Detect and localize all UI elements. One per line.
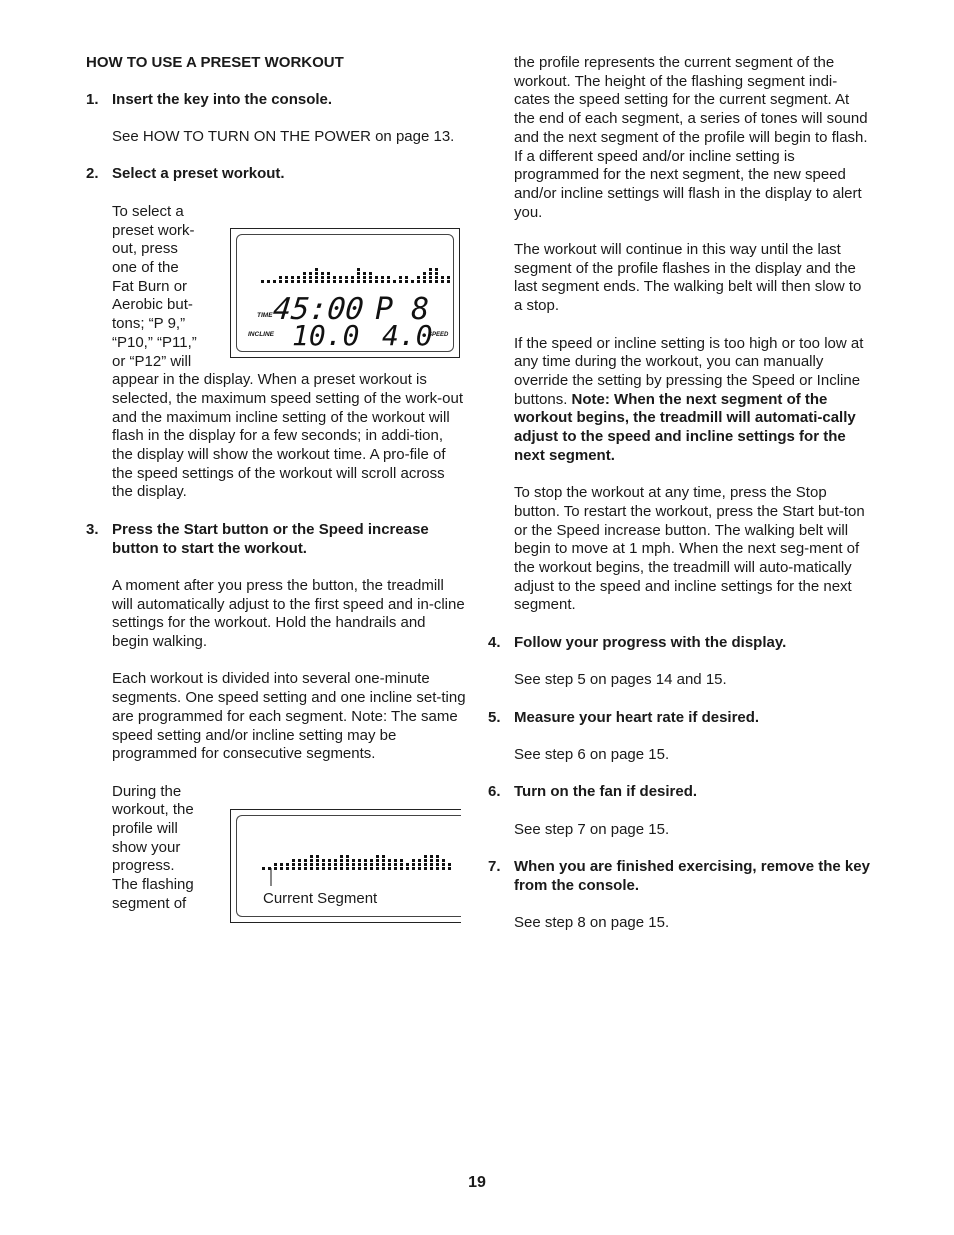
time-value: 45:00 bbox=[271, 292, 366, 327]
profile-segment bbox=[279, 276, 282, 279]
step-1-body: See HOW TO TURN ON THE POWER on page 13. bbox=[112, 128, 455, 146]
profile-segment bbox=[364, 863, 367, 866]
profile-segment bbox=[369, 272, 372, 275]
profile-segment bbox=[346, 855, 349, 858]
profile-segment bbox=[417, 280, 420, 283]
profile-segment bbox=[315, 268, 318, 271]
profile-segment bbox=[400, 859, 403, 862]
profile-segment bbox=[357, 280, 360, 283]
profile-segment bbox=[304, 867, 307, 870]
profile-segment bbox=[297, 280, 300, 283]
profile-segment bbox=[291, 276, 294, 279]
profile-segment bbox=[435, 276, 438, 279]
profile-segment bbox=[322, 859, 325, 862]
profile-segment bbox=[310, 867, 313, 870]
section-heading: HOW TO USE A PRESET WORKOUT bbox=[86, 54, 344, 71]
profile-segment bbox=[315, 280, 318, 283]
profile-display-screen bbox=[236, 815, 461, 917]
profile-segment bbox=[292, 859, 295, 862]
profile-segment bbox=[393, 280, 396, 283]
profile-segment bbox=[363, 276, 366, 279]
step-3-para-1: A moment after you press the button, the treadmill will automatically adjust to the first speed and in-cline settings for the workout. Hold the handrails and begin walking. bbox=[112, 576, 465, 651]
profile-segment bbox=[345, 280, 348, 283]
profile-segment bbox=[405, 280, 408, 283]
profile-segment bbox=[394, 859, 397, 862]
profile-segment bbox=[352, 859, 355, 862]
speed-profile-bars bbox=[261, 268, 450, 283]
profile-segment bbox=[310, 855, 313, 858]
profile-segment bbox=[423, 276, 426, 279]
profile-segment bbox=[364, 859, 367, 862]
profile-segment bbox=[436, 863, 439, 866]
profile-segment bbox=[351, 276, 354, 279]
profile-segment bbox=[346, 863, 349, 866]
step-5-body: See step 6 on page 15. bbox=[514, 745, 670, 763]
profile-segment bbox=[412, 867, 415, 870]
profile-segment bbox=[418, 867, 421, 870]
profile-segment bbox=[346, 859, 349, 862]
profile-segment bbox=[430, 855, 433, 858]
speed-label: SPEED bbox=[428, 332, 449, 338]
profile-segment bbox=[435, 280, 438, 283]
profile-segment bbox=[418, 859, 421, 862]
profile-segment bbox=[381, 276, 384, 279]
profile-segment bbox=[309, 276, 312, 279]
profile-segment bbox=[327, 280, 330, 283]
profile-segment bbox=[387, 280, 390, 283]
profile-segment bbox=[273, 280, 276, 283]
step-3-para-2: Each workout is divided into several one-minute segments. One speed setting and one incline set-ting are programmed for each segment. Note: The same speed setting and/or incline setting may be programmed for consecutive segments. bbox=[112, 670, 466, 763]
profile-segment bbox=[405, 276, 408, 279]
profile-segment bbox=[388, 863, 391, 866]
profile-segment bbox=[292, 867, 295, 870]
profile-segment bbox=[429, 276, 432, 279]
profile-segment bbox=[261, 280, 264, 283]
profile-segment bbox=[304, 859, 307, 862]
profile-segment bbox=[375, 276, 378, 279]
profile-segment bbox=[363, 272, 366, 275]
profile-segment bbox=[345, 276, 348, 279]
profile-segment bbox=[292, 863, 295, 866]
profile-segment bbox=[334, 863, 337, 866]
profile-segment bbox=[436, 859, 439, 862]
profile-segment bbox=[388, 859, 391, 862]
profile-segment bbox=[321, 280, 324, 283]
profile-segment bbox=[274, 863, 277, 866]
console-display-screen bbox=[236, 234, 454, 352]
profile-segment bbox=[406, 863, 409, 866]
profile-segment bbox=[430, 863, 433, 866]
profile-segment bbox=[303, 272, 306, 275]
profile-segment bbox=[435, 272, 438, 275]
step-3-wrap-text: During the workout, the profile will show your progress. The flashing segment of bbox=[112, 782, 194, 912]
profile-segment bbox=[370, 867, 373, 870]
profile-segment bbox=[315, 272, 318, 275]
profile-segment bbox=[430, 867, 433, 870]
right-column bbox=[488, 54, 870, 933]
profile-segment bbox=[370, 859, 373, 862]
profile-segment bbox=[436, 867, 439, 870]
profile-segment bbox=[376, 859, 379, 862]
profile-segment bbox=[406, 867, 409, 870]
profile-segment bbox=[424, 855, 427, 858]
profile-segment bbox=[297, 276, 300, 279]
profile-segment bbox=[285, 276, 288, 279]
profile-segment bbox=[280, 867, 283, 870]
profile-segment bbox=[285, 280, 288, 283]
profile-segment bbox=[442, 867, 445, 870]
profile-segment bbox=[387, 276, 390, 279]
profile-segment bbox=[429, 272, 432, 275]
profile-segment bbox=[267, 280, 270, 283]
profile-segment bbox=[304, 863, 307, 866]
step-2-title: 2. Select a preset workout. bbox=[86, 165, 285, 183]
step-2-body: appear in the display. When a preset workout is selected, the maximum speed setting of the work-out and the maximum incline setting of the workout will flash in the display for a few seconds; in addi-tion, the display will show the workout time. A pro-file of the speed settings of the workout will scroll across the display. bbox=[112, 371, 464, 501]
profile-segment bbox=[339, 276, 342, 279]
profile-segment bbox=[316, 867, 319, 870]
incline-value: 10.0 bbox=[292, 319, 360, 352]
profile-segment bbox=[375, 280, 378, 283]
profile-segment bbox=[370, 863, 373, 866]
profile-segment bbox=[442, 859, 445, 862]
step-3-title: 3. Press the Start button or the Speed increase button to start the workout. bbox=[86, 520, 429, 557]
profile-segment bbox=[286, 867, 289, 870]
profile-segment bbox=[399, 276, 402, 279]
profile-segment bbox=[400, 863, 403, 866]
profile-segment bbox=[412, 863, 415, 866]
profile-segment bbox=[333, 276, 336, 279]
speed-value: 4.0 bbox=[382, 319, 433, 352]
program-value: P 8 bbox=[375, 292, 430, 327]
profile-segment bbox=[381, 280, 384, 283]
profile-segment bbox=[358, 859, 361, 862]
profile-segment bbox=[340, 863, 343, 866]
profile-segment bbox=[327, 276, 330, 279]
profile-segment bbox=[369, 280, 372, 283]
profile-segment bbox=[417, 276, 420, 279]
incline-label: INCLINE bbox=[248, 331, 274, 338]
profile-segment bbox=[436, 855, 439, 858]
right-para-b: The workout will continue in this way until the last segment of the profile flashes in the display and the last segment ends. The walking belt will then slow to a stop. bbox=[514, 241, 862, 315]
profile-segment bbox=[316, 859, 319, 862]
profile-segment bbox=[334, 867, 337, 870]
profile-segment bbox=[298, 867, 301, 870]
profile-segment bbox=[424, 859, 427, 862]
profile-segment bbox=[435, 268, 438, 271]
page-number: 19 bbox=[468, 1174, 486, 1191]
profile-segment bbox=[279, 280, 282, 283]
profile-segment bbox=[351, 280, 354, 283]
profile-segment bbox=[298, 859, 301, 862]
profile-segment bbox=[303, 276, 306, 279]
profile-segment bbox=[286, 863, 289, 866]
profile-segment bbox=[357, 276, 360, 279]
profile-display-graphic bbox=[237, 816, 463, 918]
profile-segment bbox=[376, 863, 379, 866]
profile-segment bbox=[418, 863, 421, 866]
progress-profile-bars bbox=[262, 855, 451, 870]
left-column bbox=[86, 54, 466, 914]
profile-segment bbox=[423, 272, 426, 275]
profile-segment bbox=[333, 280, 336, 283]
profile-segment bbox=[352, 863, 355, 866]
profile-segment bbox=[328, 863, 331, 866]
profile-segment bbox=[382, 855, 385, 858]
profile-segment bbox=[358, 863, 361, 866]
profile-segment bbox=[448, 863, 451, 866]
profile-segment bbox=[316, 863, 319, 866]
right-para-c: If the speed or incline setting is too high or too low at any time during the workout, you can manually override the setting by pressing the Speed or Incline buttons. Note: When the next segment of the workout begins, the treadmill will automati-cally adjust to the speed and incline settings for the next segment. bbox=[514, 334, 864, 464]
right-para-a: the profile represents the current segment of the workout. The height of the flashing segment indi-cates the speed setting for the current segment. At the end of each segment, a series of tones will sound and the next segment of the profile will begin to flash. If a different speed and/or incline setting is programmed for the next segment, the new speed and/or incline settings will flash in the display to alert you. bbox=[514, 54, 868, 221]
profile-segment bbox=[394, 867, 397, 870]
profile-segment bbox=[262, 867, 265, 870]
step-1-title: 1. Insert the key into the console. bbox=[86, 90, 333, 108]
profile-segment bbox=[340, 867, 343, 870]
step-2-wrap-text: To select a preset work- out, press one of the Fat Burn or Aerobic but- tons; “P 9,” “P10,” “P11,” or “P12” will bbox=[112, 202, 197, 370]
profile-segment bbox=[298, 863, 301, 866]
profile-segment bbox=[447, 280, 450, 283]
step-6-title: 6. Turn on the fan if desired. bbox=[488, 783, 698, 801]
profile-segment bbox=[394, 863, 397, 866]
profile-segment bbox=[412, 859, 415, 862]
step-7-title: 7. When you are finished exercising, remove the key from the console. bbox=[488, 858, 870, 894]
profile-segment bbox=[327, 272, 330, 275]
profile-segment bbox=[291, 280, 294, 283]
profile-segment bbox=[430, 859, 433, 862]
profile-segment bbox=[364, 867, 367, 870]
profile-segment bbox=[280, 863, 283, 866]
right-para-d: To stop the workout at any time, press the Stop button. To restart the workout, press the Start but-ton or the Speed increase button. The walking belt will begin to move at 1 mph. When the next seg-ment of the workout begins, the treadmill will auto-matically adjust to the speed and incline settings for the next segment. bbox=[514, 484, 865, 614]
profile-segment bbox=[441, 276, 444, 279]
profile-segment bbox=[346, 867, 349, 870]
profile-segment bbox=[442, 863, 445, 866]
profile-segment bbox=[363, 280, 366, 283]
profile-segment bbox=[448, 867, 451, 870]
profile-segment bbox=[322, 867, 325, 870]
profile-segment bbox=[316, 855, 319, 858]
profile-segment bbox=[322, 863, 325, 866]
profile-segment bbox=[340, 855, 343, 858]
profile-segment bbox=[310, 863, 313, 866]
profile-segment bbox=[303, 280, 306, 283]
profile-segment bbox=[357, 272, 360, 275]
profile-segment bbox=[429, 268, 432, 271]
profile-display-figure bbox=[230, 809, 461, 923]
current-segment-caption: Current Segment bbox=[263, 890, 378, 907]
step-4-body: See step 5 on pages 14 and 15. bbox=[514, 671, 727, 689]
profile-segment bbox=[424, 863, 427, 866]
step-5-title: 5. Measure your heart rate if desired. bbox=[488, 708, 760, 726]
profile-segment bbox=[429, 280, 432, 283]
profile-segment bbox=[441, 280, 444, 283]
time-label: TIME bbox=[257, 312, 273, 319]
profile-segment bbox=[321, 276, 324, 279]
profile-segment bbox=[388, 867, 391, 870]
profile-segment bbox=[328, 859, 331, 862]
profile-segment bbox=[382, 867, 385, 870]
profile-segment bbox=[315, 276, 318, 279]
console-display-graphic bbox=[237, 235, 455, 353]
profile-segment bbox=[411, 280, 414, 283]
profile-segment bbox=[340, 859, 343, 862]
profile-segment bbox=[358, 867, 361, 870]
profile-segment bbox=[352, 867, 355, 870]
console-display-figure bbox=[230, 228, 460, 358]
profile-segment bbox=[321, 272, 324, 275]
profile-segment bbox=[309, 272, 312, 275]
profile-segment bbox=[369, 276, 372, 279]
profile-segment bbox=[357, 268, 360, 271]
profile-segment bbox=[382, 863, 385, 866]
profile-segment bbox=[423, 280, 426, 283]
profile-segment bbox=[400, 867, 403, 870]
profile-segment bbox=[334, 859, 337, 862]
profile-segment bbox=[447, 276, 450, 279]
profile-segment bbox=[376, 855, 379, 858]
profile-segment bbox=[382, 859, 385, 862]
profile-segment bbox=[424, 867, 427, 870]
profile-segment bbox=[328, 867, 331, 870]
profile-segment bbox=[309, 280, 312, 283]
profile-segment bbox=[310, 859, 313, 862]
step-4-title: 4. Follow your progress with the display. bbox=[488, 633, 787, 651]
profile-segment bbox=[274, 867, 277, 870]
profile-segment bbox=[376, 867, 379, 870]
step-7-body: See step 8 on page 15. bbox=[514, 914, 670, 932]
step-6-body: See step 7 on page 15. bbox=[514, 820, 670, 838]
profile-segment bbox=[399, 280, 402, 283]
profile-segment bbox=[339, 280, 342, 283]
